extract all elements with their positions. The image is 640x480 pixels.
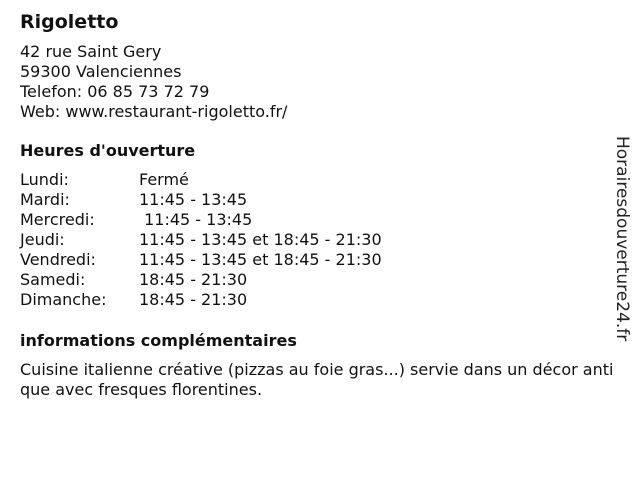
site-watermark: Horairesdouverture24.fr: [612, 136, 632, 342]
hours-heading: Heures d'ouverture: [20, 141, 196, 160]
day-label: Mardi:: [20, 190, 70, 209]
hours-row: [20, 230, 382, 250]
day-hours: 11:45 - 13:45: [139, 210, 253, 229]
address-street: 42 rue Saint Gery: [20, 42, 162, 61]
info-description: Cuisine italienne créative (pizzas au foie gras...) servie dans un décor antique avec fresques florentines.: [20, 360, 614, 399]
day-label: Vendredi:: [20, 250, 96, 269]
restaurant-name: Rigoletto: [20, 11, 119, 33]
hours-row: [20, 270, 382, 290]
hours-row: [20, 170, 382, 190]
restaurant-card: [20, 9, 620, 400]
day-hours: 18:45 - 21:30: [139, 290, 248, 309]
day-label: Mercredi:: [20, 210, 95, 229]
info-heading: informations complémentaires: [20, 331, 297, 350]
day-hours: 11:45 - 13:45 et 18:45 - 21:30: [139, 250, 382, 269]
day-hours: 11:45 - 13:45 et 18:45 - 21:30: [139, 230, 382, 249]
day-label: Samedi:: [20, 270, 86, 289]
address-city: 59300 Valenciennes: [20, 62, 182, 81]
hours-table: [20, 170, 382, 310]
day-hours: 11:45 - 13:45: [139, 190, 248, 209]
day-label: Dimanche:: [20, 290, 107, 309]
hours-row: [20, 250, 382, 270]
phone-number: Telefon: 06 85 73 72 79: [20, 82, 210, 101]
day-label: Jeudi:: [20, 230, 65, 249]
day-label: Lundi:: [20, 170, 69, 189]
day-hours: 18:45 - 21:30: [139, 270, 248, 289]
hours-row: [20, 290, 382, 310]
address-block: [20, 42, 620, 122]
hours-row: [20, 210, 382, 230]
day-hours: Fermé: [139, 170, 189, 189]
website: Web: www.restaurant-rigoletto.fr/: [20, 102, 288, 121]
hours-row: [20, 190, 382, 210]
